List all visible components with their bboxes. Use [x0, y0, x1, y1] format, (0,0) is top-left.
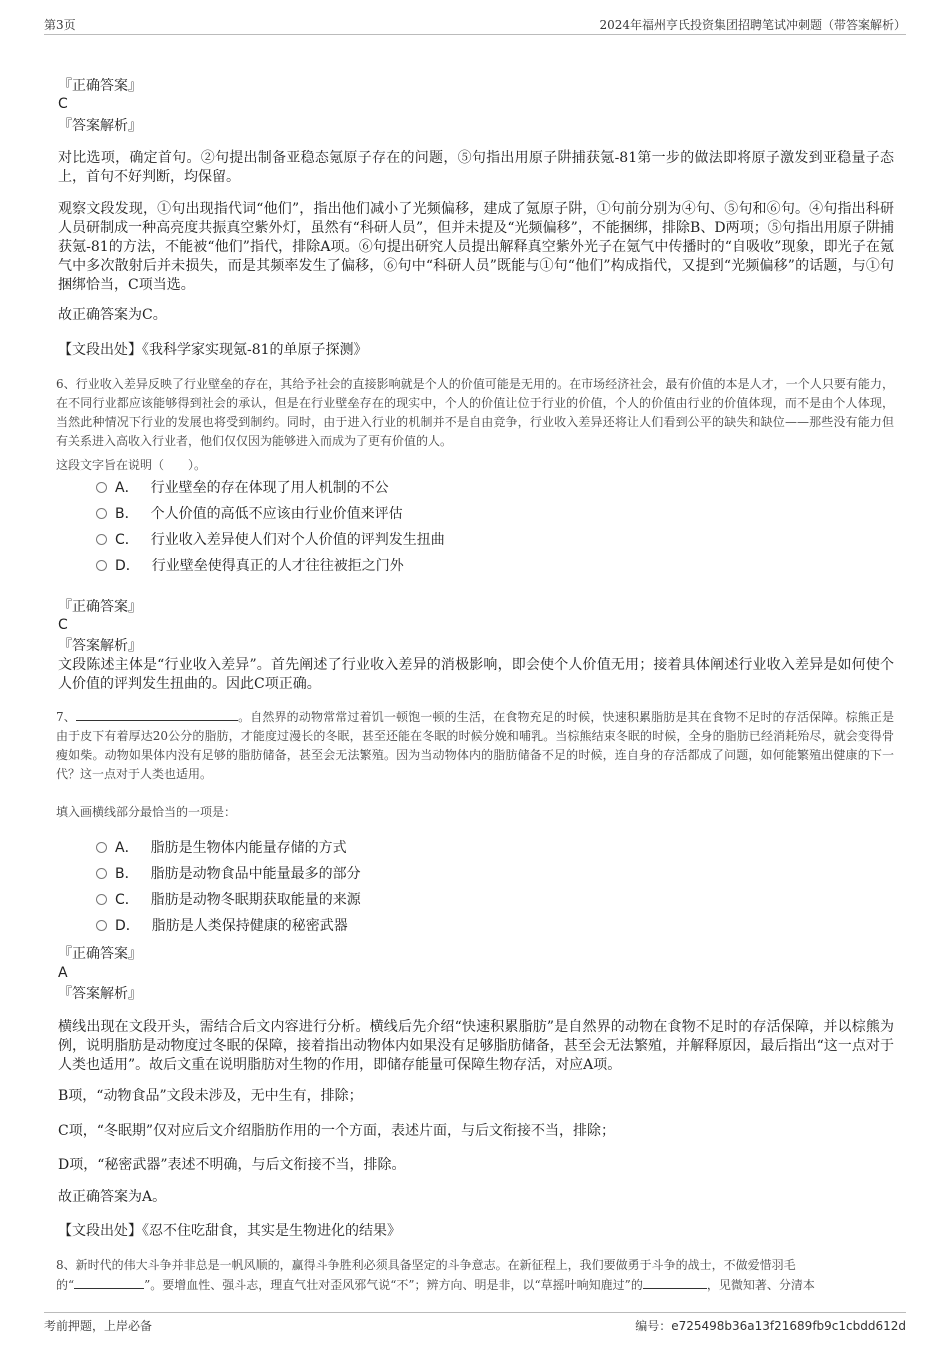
- radio-icon[interactable]: [96, 842, 107, 853]
- analysis-paragraph: D项，“秘密武器”表述不明确，与后文衔接不当，排除。: [58, 1157, 406, 1173]
- source-title: 《我科学家实现氪-81的单原子探测》: [142, 342, 368, 358]
- page-number: 第3页: [44, 18, 76, 32]
- source-line: [58, 1222, 894, 1241]
- analysis-paragraph: 观察文段发现，①句出现指代词“他们”，指出他们减小了光频偏移，建成了氪原子阱，①句前分别为④句、⑤句和⑥句。④句指出科研人员研制成一种高亮度共振真空紫外灯，虽然有“科研人员”，但并未提及“光频偏移”，不能捆绑，排除B、D两项；⑤句指出用原子阱捕获氪-81的方法，不能被“他们”指代，排除A项。⑥句提出研究人员提出解释真空紫外光子在氪气中传播时的“自吸收”现象，即光子在氪气中多次散射后并未损失，而是其频率发生了偏移，⑥句中“科研人员”既能与①句“他们”构成指代，又提到“光频偏移”的话题，与①句捆绑恰当，C项当选。: [58, 201, 894, 293]
- correct-answer-label: 『正确答案』: [58, 599, 142, 615]
- source-label: 【文段出处】: [58, 342, 142, 358]
- analysis-label: 『答案解析』: [58, 118, 142, 134]
- radio-icon[interactable]: [96, 868, 107, 879]
- fill-blank: [74, 1276, 144, 1289]
- analysis-paragraph: C项，“冬眠期”仅对应后文介绍脂肪作用的一个方面，表述片面，与后文衔接不当，排除；: [58, 1123, 616, 1139]
- page-footer: [44, 1312, 906, 1335]
- correct-answer-value: C: [58, 617, 68, 633]
- conclusion-text: 故正确答案为A。: [58, 1189, 167, 1205]
- analysis-label: 『答案解析』: [58, 638, 142, 654]
- correct-answer-value: C: [58, 96, 68, 112]
- correct-answer-value: A: [58, 965, 68, 981]
- analysis-paragraph: 横线出现在文段开头，需结合后文内容进行分析。横线后先介绍“快速积累脂肪”是自然界的动物在食物不足时的存活保障，并以棕熊为例，说明脂肪是动物度过冬眠的保障，接着指出动物体内如果没有足够脂肪储备，甚至会无法繁殖，并解释原因，最后指出“这一点对于人类也适用”。故后文重在说明脂肪对生物的作用，即储存能量可保障生物存活，对应A项。: [58, 1019, 894, 1073]
- fill-blank: [76, 708, 238, 721]
- footer-slogan: 考前押题，上岸必备: [44, 1319, 153, 1333]
- radio-icon[interactable]: [96, 920, 107, 931]
- analysis-paragraph: B项，“动物食品”文段未涉及，无中生有，排除；: [58, 1088, 363, 1104]
- radio-icon[interactable]: [96, 508, 107, 519]
- option-b[interactable]: B． 个人价值的高低不应该由行业价值来评估: [96, 504, 403, 524]
- option-b[interactable]: B． 脂肪是动物食品中能量最多的部分: [96, 864, 361, 884]
- question-prompt: 这段文字旨在说明（ ）。: [56, 458, 207, 472]
- option-c[interactable]: C． 行业收入差异使人们对个人价值的评判发生扭曲: [96, 530, 445, 550]
- document-id: 编号：e725498b36a13f21689fb9c1cbdd612d: [635, 1319, 906, 1333]
- correct-answer-label: 『正确答案』: [58, 946, 142, 962]
- option-a[interactable]: A． 行业壁垒的存在体现了用人机制的不公: [96, 478, 389, 498]
- question-stem: 8、新时代的伟大斗争并非总是一帆风顺的，赢得斗争胜利必须具备坚定的斗争意志。在新征程上，我们要做勇于斗争的战士，不做爱惜羽毛: [56, 1258, 796, 1272]
- source-title: 《忍不住吃甜食，其实是生物进化的结果》: [142, 1223, 401, 1239]
- fill-blank: [643, 1276, 707, 1289]
- document-title: 2024年福州亨氏投资集团招聘笔试冲刺题（带答案解析）: [599, 18, 906, 32]
- option-d[interactable]: D． 行业壁垒使得真正的人才往往被拒之门外: [96, 556, 404, 576]
- radio-icon[interactable]: [96, 534, 107, 545]
- correct-answer-label: 『正确答案』: [58, 78, 142, 94]
- option-a[interactable]: A． 脂肪是生物体内能量存储的方式: [96, 838, 347, 858]
- question-number: 7、: [56, 710, 76, 724]
- radio-icon[interactable]: [96, 560, 107, 571]
- question-stem: 7、 。自然界的动物常常过着饥一顿饱一顿的生活，在食物充足的时候，快速积累脂肪是其在食物不足时的存活保障。棕熊正是由于皮下有着厚达20公分的脂肪，才能度过漫长的冬眠，甚至还能在冬眠的时候分娩和哺乳。当棕熊结束冬眠的时候，全身的脂肪已经消耗殆尽，就会变得骨瘦如柴。动物如果体内没有足够的脂肪储备，甚至会无法繁殖。因为当动物体内的脂肪储备不足的时候，连自身的存活都成了问题，如何能繁殖出健康的下一代？这一点对于人类也适用。: [56, 710, 894, 781]
- question-stem: 6、行业收入差异反映了行业壁垒的存在，其给予社会的直接影响就是个人的价值可能是无用的。在市场经济社会，最有价值的本是人才，一个人只要有能力，在不同行业都应该能够得到社会的承认，但是在行业壁垒存在的现实中，个人的价值让位于行业的价值，个人的价值由行业的价值体现，而不是由个人体现，当然此种情况下行业的发展也将受到制约。同时，由于进入行业的机制并不是自由竞争，行业收入差异还将让人们看到公平的缺失和缺位——那些没有能力但有关系进入高收入行业者，他们仅仅因为能够进入而成为了更有价值的人。: [56, 377, 894, 448]
- conclusion-text: 故正确答案为C。: [58, 307, 167, 323]
- option-d[interactable]: D． 脂肪是人类保持健康的秘密武器: [96, 916, 348, 936]
- source-line: [58, 341, 894, 360]
- option-c[interactable]: C． 脂肪是动物冬眠期获取能量的来源: [96, 890, 361, 910]
- question-stem-continued: 的“ ”。要增血性、强斗志，理直气壮对歪风邪气说“不”；辨方向、明是非，以“草摇叶响知鹿过”的 ，见微知著、分清本: [56, 1278, 815, 1292]
- source-label: 【文段出处】: [58, 1223, 142, 1239]
- analysis-paragraph: 对比选项，确定首句。②句提出制备亚稳态氪原子存在的问题，⑤句指出用原子阱捕获氪-81第一步的做法即将原子激发到亚稳量子态上，首句不好判断，均保留。: [58, 150, 894, 185]
- radio-icon[interactable]: [96, 482, 107, 493]
- radio-icon[interactable]: [96, 894, 107, 905]
- question-prompt: 填入画横线部分最恰当的一项是：: [56, 805, 237, 819]
- analysis-label: 『答案解析』: [58, 986, 142, 1002]
- analysis-paragraph: 文段陈述主体是“行业收入差异”。首先阐述了行业收入差异的消极影响，即会使个人价值无用；接着具体阐述行业收入差异是如何使个人价值的评判发生扭曲的。因此C项正确。: [58, 657, 894, 692]
